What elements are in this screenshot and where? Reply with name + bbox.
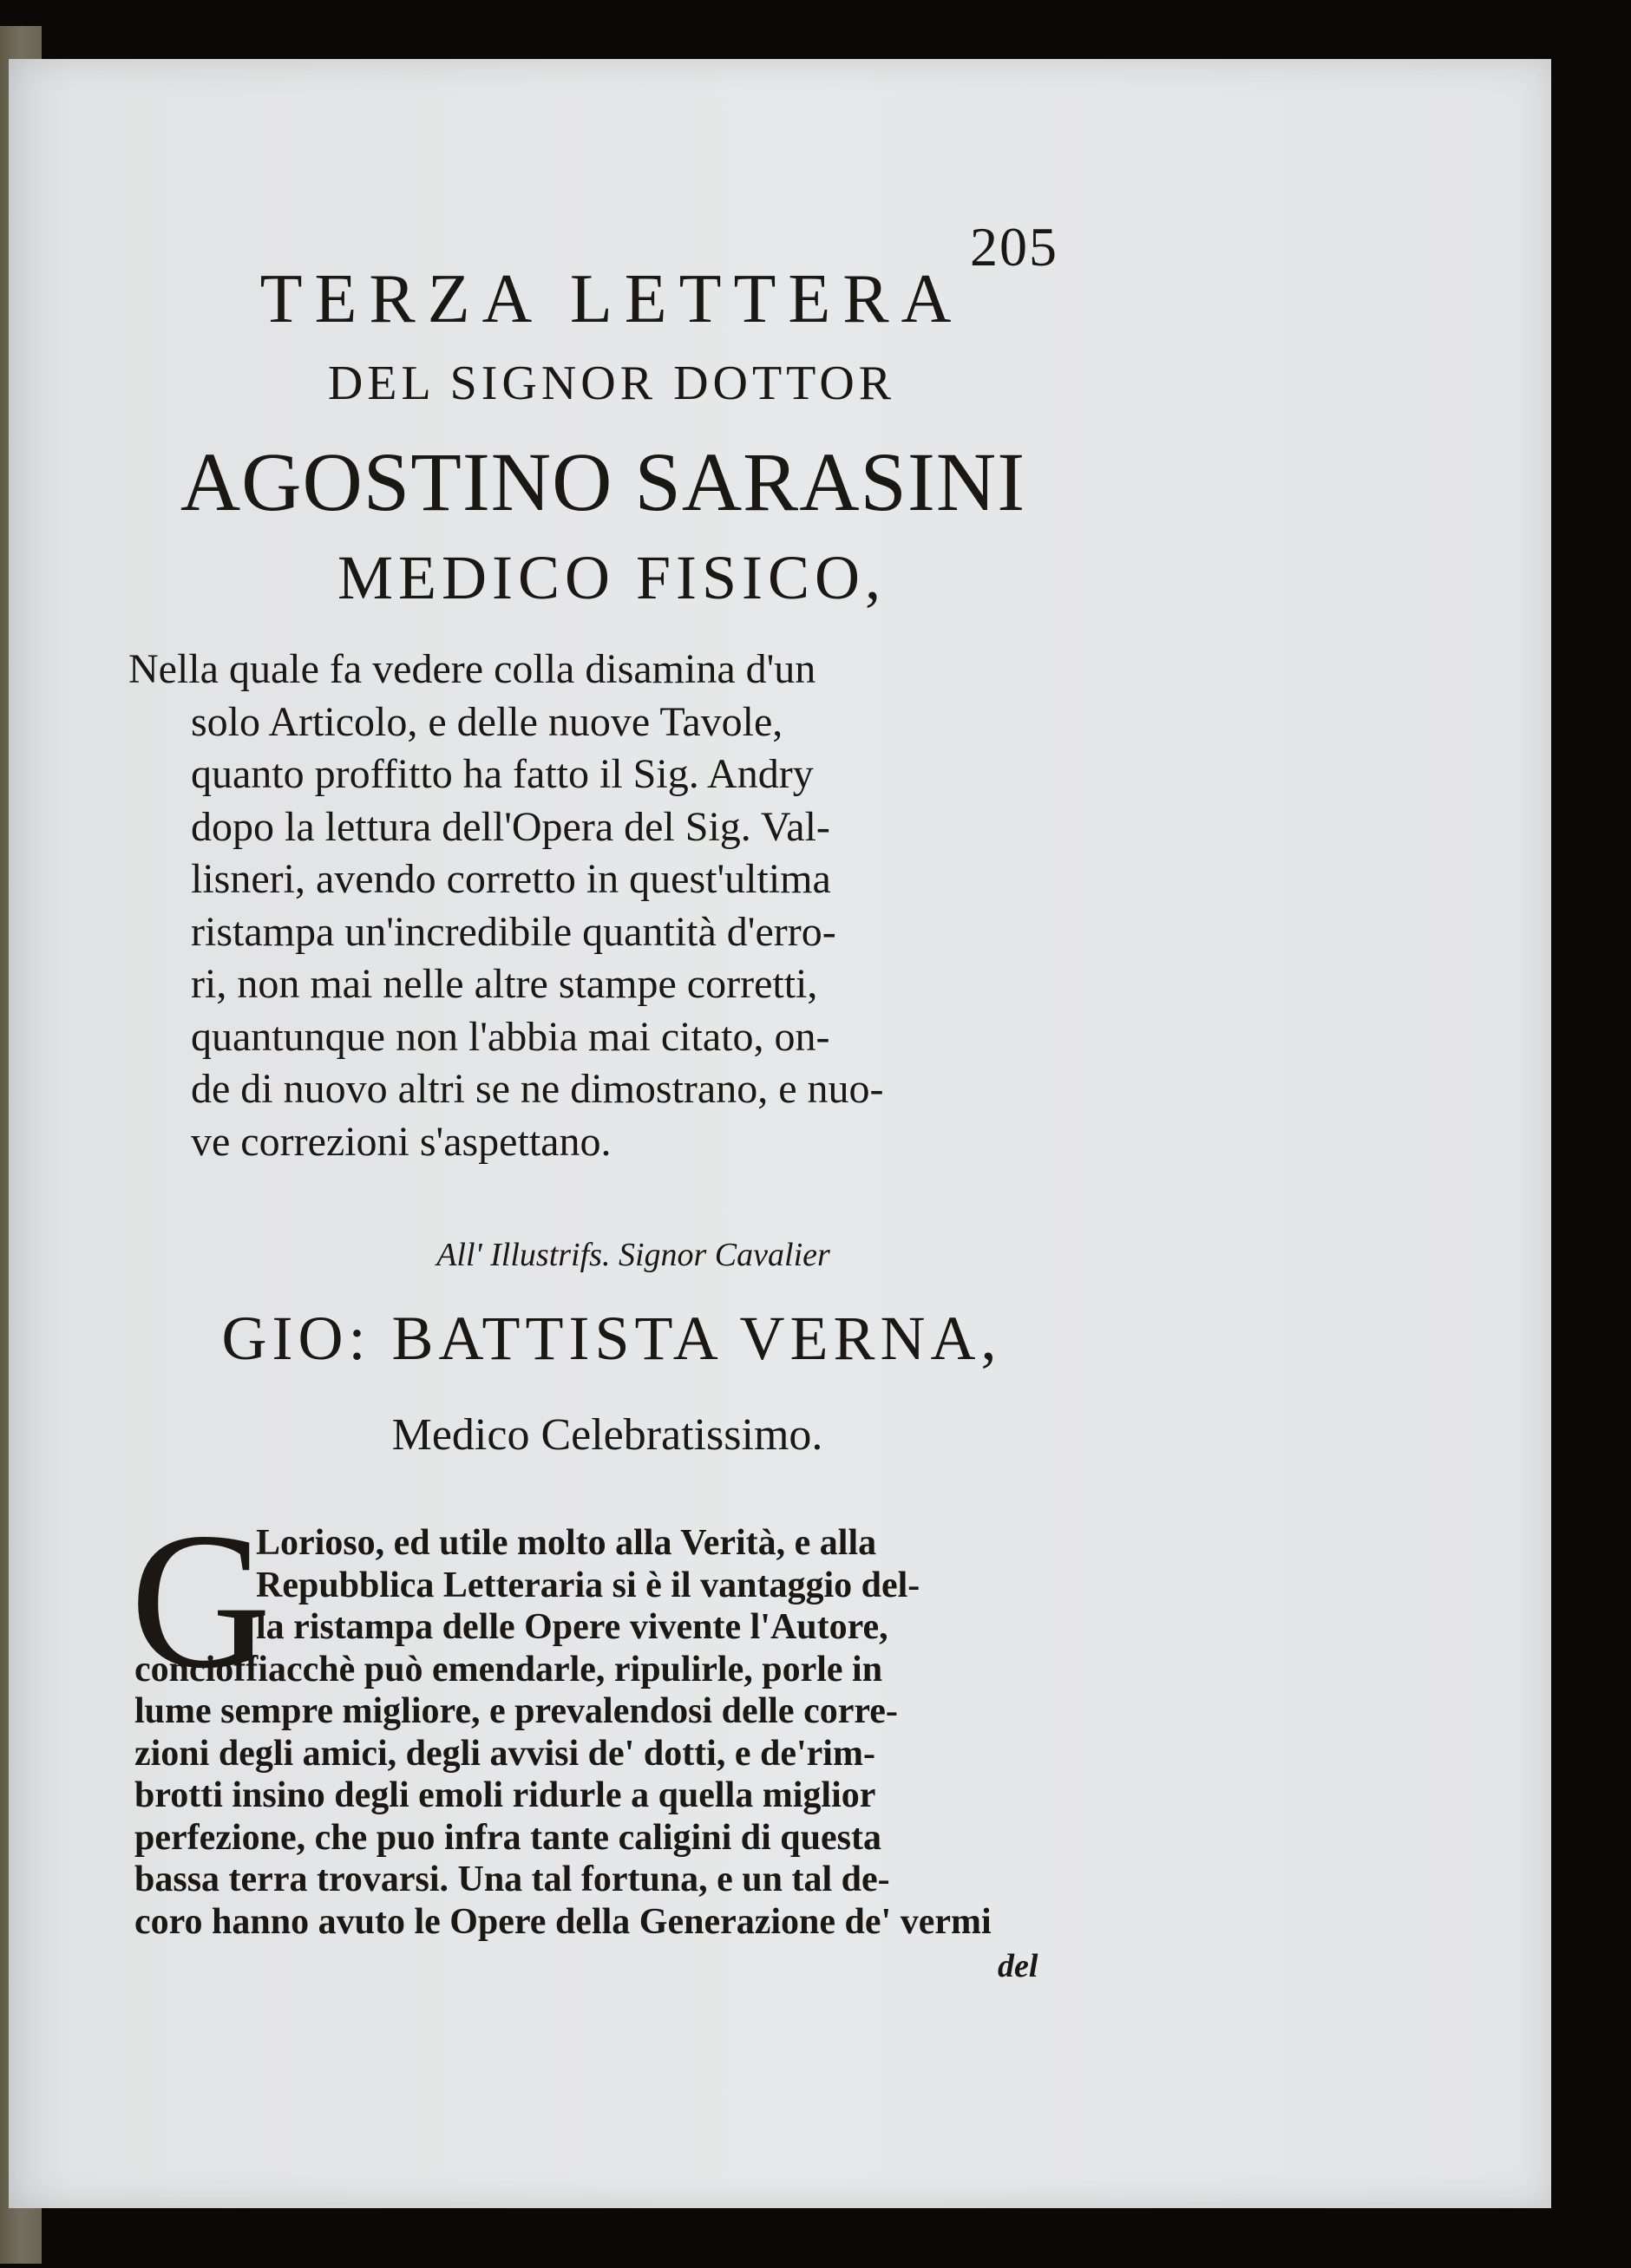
body-line: zioni degli amici, degli avvisi de' dotti, e de'rim-: [134, 1733, 875, 1774]
body-line: brotti insino degli emoli ridurle a quella miglior: [134, 1775, 876, 1815]
body-line: Repubblica Letteraria si è il vantaggio del-: [256, 1565, 920, 1605]
letter-body: [134, 1522, 1089, 1943]
page-number: 205: [970, 216, 1058, 278]
catchword: del: [998, 1948, 1038, 1984]
summary-line: lisneri, avendo corretto in quest'ultima: [191, 856, 831, 902]
letter-summary: [128, 644, 1083, 1168]
heading-del-signor-dottor: DEL SIGNOR DOTTOR: [327, 356, 896, 410]
summary-line: ri, non mai nelle altre stampe corretti,: [191, 961, 818, 1007]
heading-author-name: AGOSTINO SARASINI: [180, 435, 1026, 528]
summary-line: dopo la lettura dell'Opera del Sig. Val-: [191, 803, 830, 850]
recipient-title: Medico Celebratissimo.: [391, 1410, 823, 1460]
body-line: coro hanno avuto le Opere della Generazione de' vermi: [134, 1901, 992, 1942]
heading-terza-lettera: TERZA LETTERA: [259, 261, 964, 337]
drop-cap-letter: G: [130, 1492, 272, 1709]
summary-line: quantunque non l'abbia mai citato, on-: [191, 1013, 830, 1060]
body-line: perfezione, che puo infra tante caligini di questa: [134, 1817, 881, 1858]
summary-line: quanto proffitto ha fatto il Sig. Andry: [191, 751, 814, 797]
heading-author-profession: MEDICO FISICO,: [337, 543, 887, 612]
summary-line: solo Articolo, e delle nuove Tavole,: [191, 698, 783, 745]
body-line: lume sempre migliore, e prevalendosi delle corre-: [134, 1691, 898, 1731]
body-line: bassa terra trovarsi. Una tal fortuna, e un tal de-: [134, 1859, 890, 1899]
body-line: la ristampa delle Opere vivente l'Autore,: [256, 1607, 888, 1647]
summary-line: ve correzioni s'aspettano.: [191, 1118, 612, 1165]
body-line: concioffiacchè può emendarle, ripulirle, porle in: [134, 1649, 883, 1690]
recipient-name: GIO: BATTISTA VERNA,: [221, 1304, 1002, 1373]
summary-line: de di nuovo altri se ne dimostrano, e nuo-: [191, 1066, 884, 1112]
body-line: Lorioso, ed utile molto alla Verità, e alla: [256, 1523, 877, 1563]
summary-line: ristampa un'incredibile quantità d'erro-: [191, 908, 836, 955]
summary-line: Nella quale fa vedere colla disamina d'un: [128, 646, 816, 692]
addressee-line: All' Illustrifs. Signor Cavalier: [436, 1237, 830, 1273]
